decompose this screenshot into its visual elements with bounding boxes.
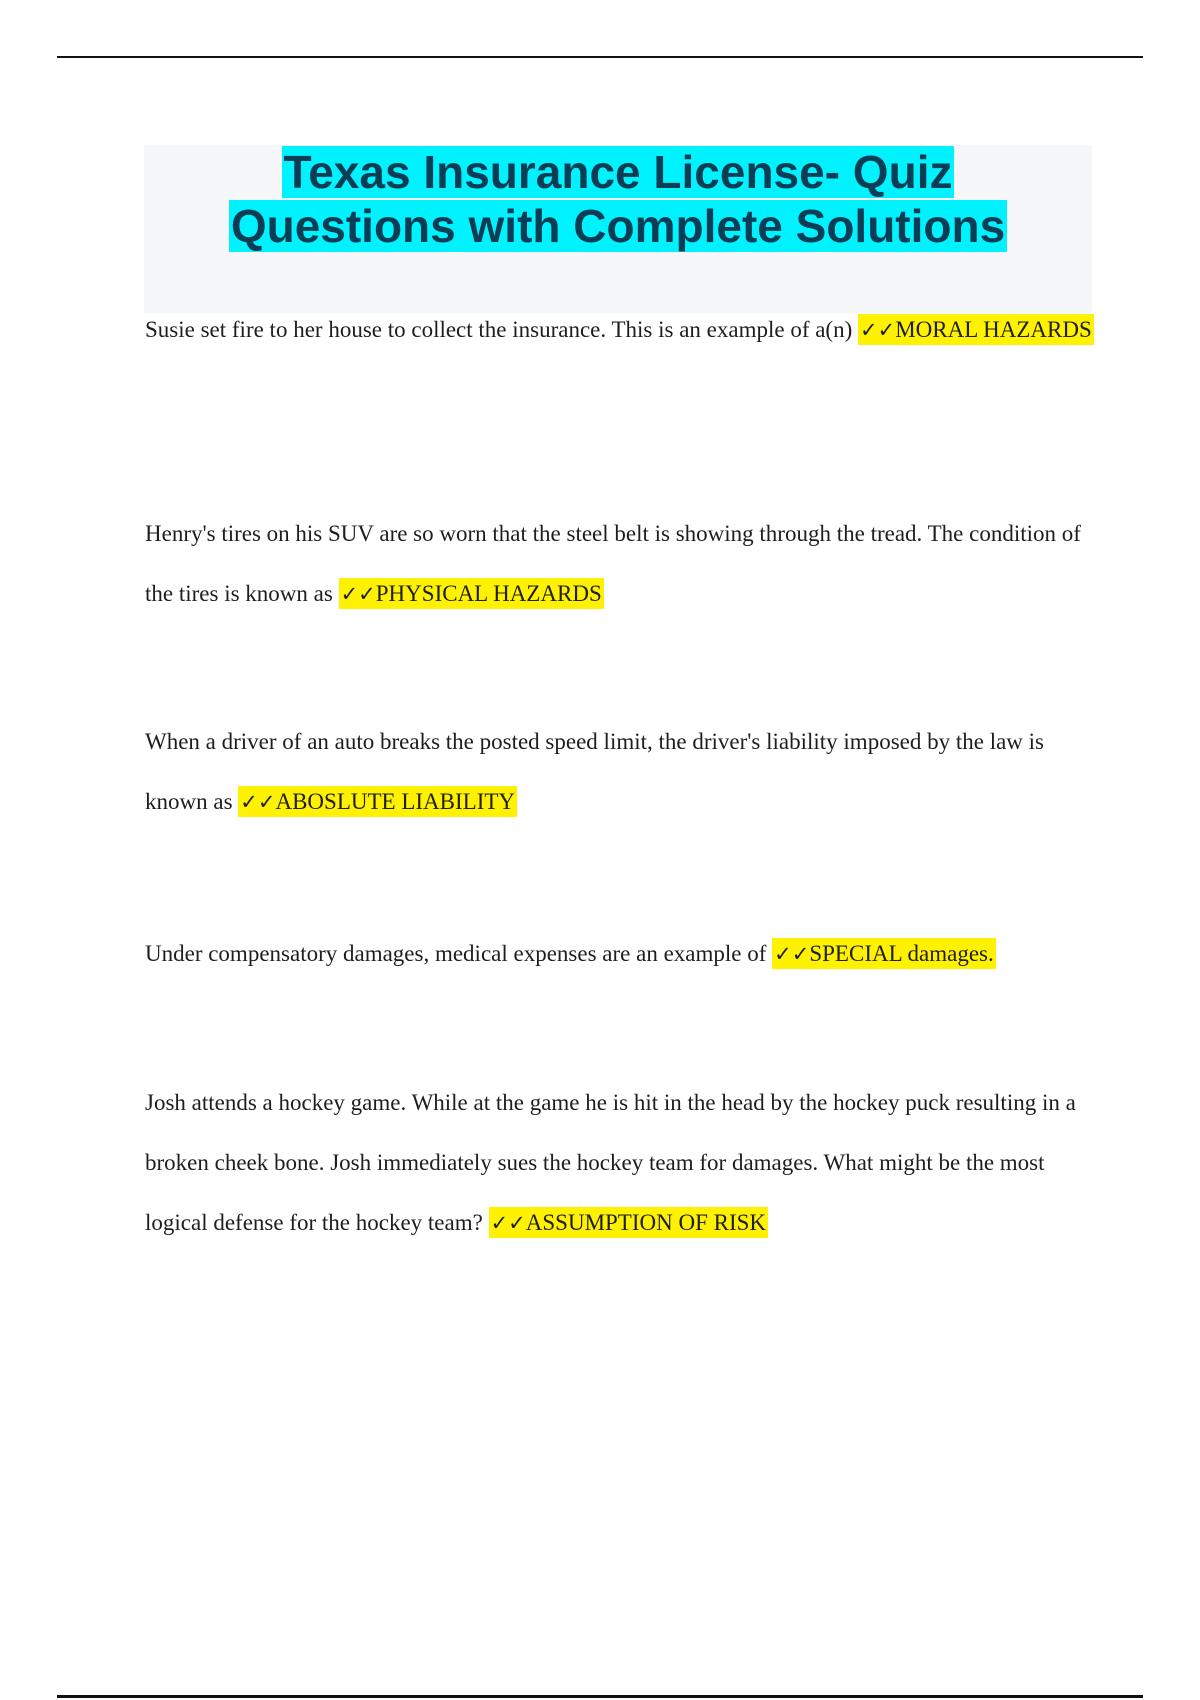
bottom-rule xyxy=(57,1695,1143,1698)
document-title-line-1: Texas Insurance License- Quiz xyxy=(283,146,953,198)
answer-text: MORAL HAZARDS xyxy=(895,317,1092,342)
answer-highlight xyxy=(772,938,996,969)
document-title-line-2: Questions with Complete Solutions xyxy=(230,200,1006,252)
question-text: Josh attends a hockey game. While at the game he is hit in the head by the hockey puck resulting in a broken cheek bone. Josh immediately sues the hockey team for damages. What might be the most logical defense for the hockey team? xyxy=(145,1090,1076,1235)
answer-text: PHYSICAL HAZARDS xyxy=(375,581,602,606)
answer-text: ASSUMPTION OF RISK xyxy=(525,1210,767,1235)
question-item xyxy=(145,924,1095,984)
question-text: When a driver of an auto breaks the posted speed limit, the driver's liability imposed by the law is known as xyxy=(145,729,1044,814)
question-text: Under compensatory damages, medical expenses are an example of xyxy=(145,941,767,966)
question-item xyxy=(145,712,1095,832)
title-banner xyxy=(144,145,1092,313)
check-icon: ✓✓ xyxy=(490,1211,526,1235)
answer-highlight xyxy=(339,578,604,609)
answer-text: ABOSLUTE LIABILITY xyxy=(275,789,516,814)
check-icon: ✓✓ xyxy=(240,790,276,814)
question-item xyxy=(145,300,1095,360)
question-item xyxy=(145,504,1095,624)
answer-highlight xyxy=(858,314,1094,345)
top-rule xyxy=(57,56,1143,58)
check-icon: ✓✓ xyxy=(340,582,376,606)
answer-highlight xyxy=(238,786,517,817)
answer-text: SPECIAL damages. xyxy=(809,941,994,966)
check-icon: ✓✓ xyxy=(860,318,896,342)
check-icon: ✓✓ xyxy=(774,942,810,966)
question-item xyxy=(145,1073,1095,1253)
question-text: Susie set fire to her house to collect the insurance. This is an example of a(n) xyxy=(145,317,853,342)
question-text: Henry's tires on his SUV are so worn that the steel belt is showing through the tread. The condition of the tires is known as xyxy=(145,521,1081,606)
answer-highlight xyxy=(489,1207,768,1238)
